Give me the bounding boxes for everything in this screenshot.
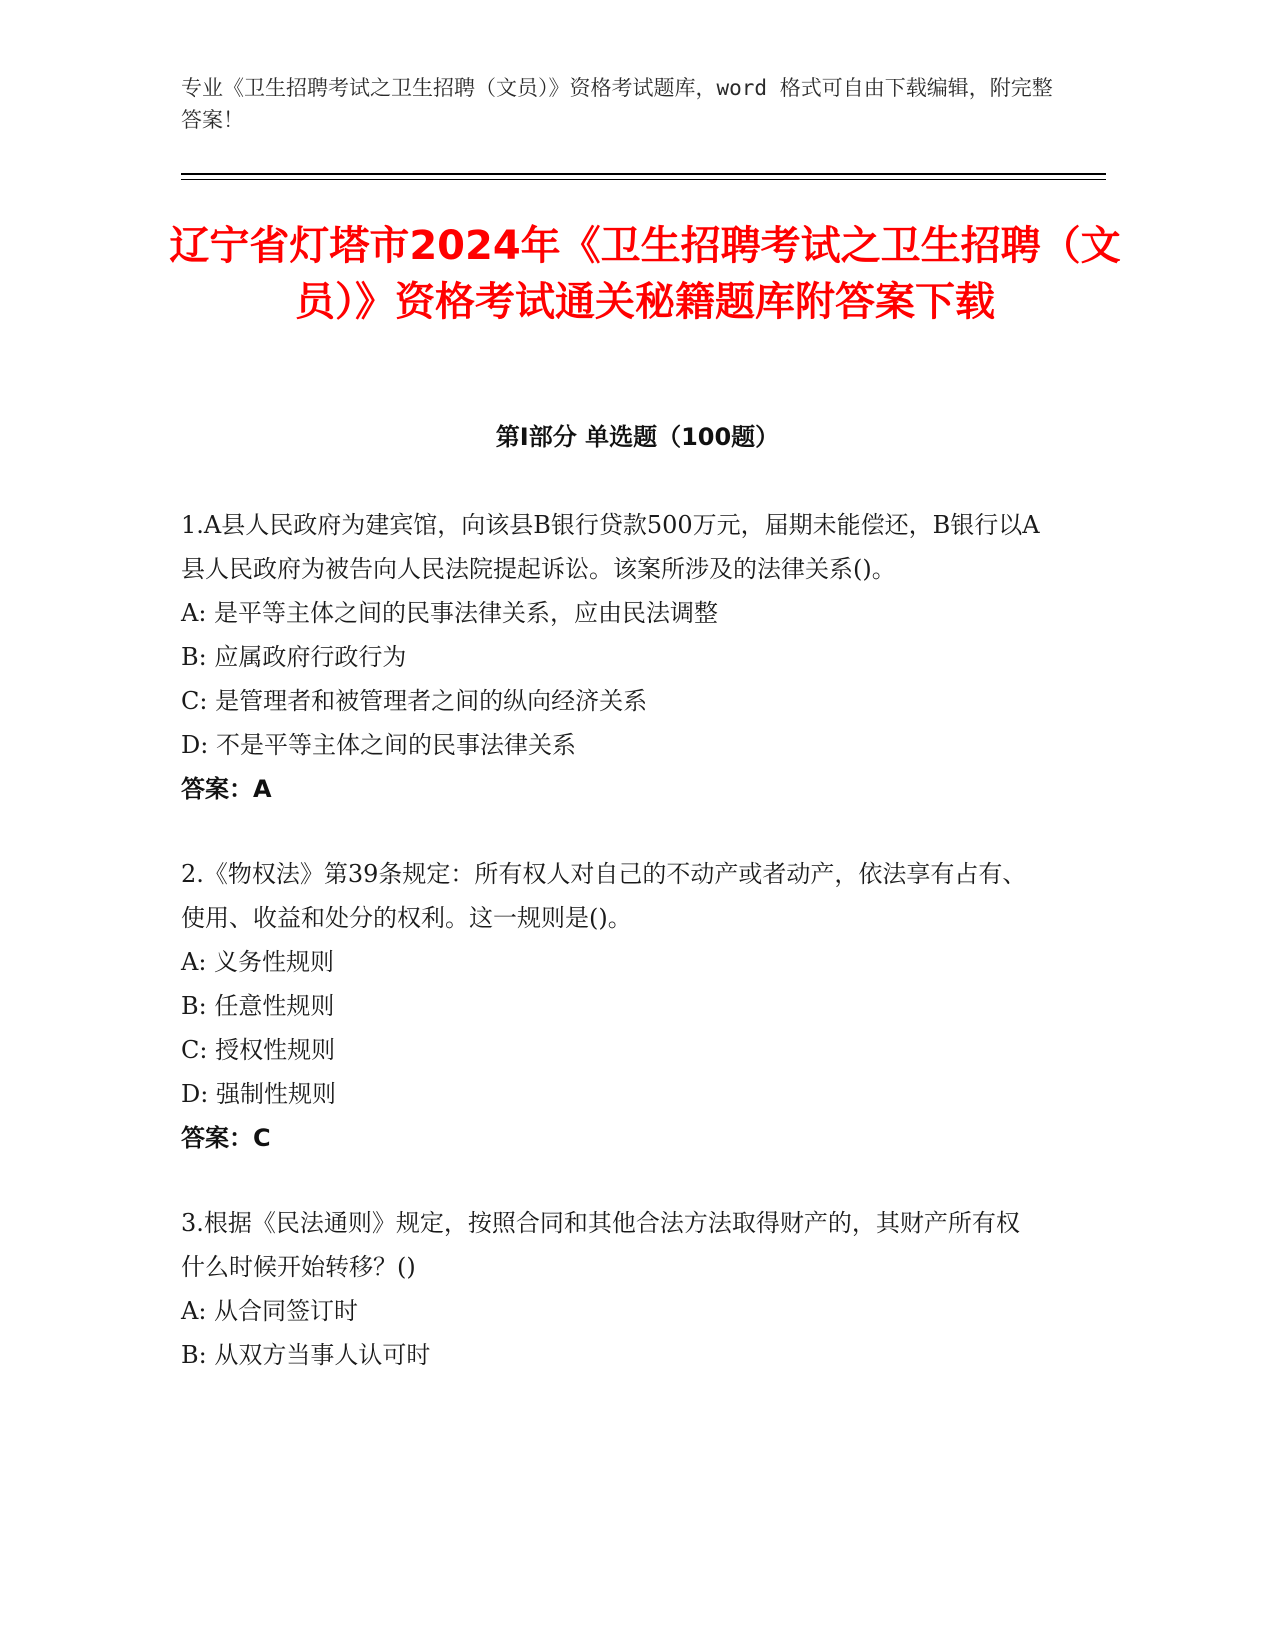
option-c: C: 是管理者和被管理者之间的纵向经济关系 (181, 687, 648, 715)
section-heading: 第I部分 单选题（100题） (495, 423, 780, 451)
option-c: C: 授权性规则 (181, 1036, 336, 1064)
option-b: B: 从双方当事人认可时 (181, 1341, 431, 1369)
question-list (181, 503, 1041, 1418)
question-text: 3.根据《民法通则》规定，按照合同和其他合法方法取得财产的，其财产所有权什么时候开始转移？() (181, 1209, 1020, 1281)
option-a: A: 是平等主体之间的民事法律关系，应由民法调整 (181, 599, 719, 627)
option-b: B: 应属政府行政行为 (181, 643, 407, 671)
question-3 (181, 1201, 1041, 1377)
answer: 答案：C (181, 1124, 271, 1152)
document-title: 辽宁省灯塔市2024年《卫生招聘考试之卫生招聘（文员）》资格考试通关秘籍题库附答案下载 (169, 223, 1121, 325)
option-b: B: 任意性规则 (181, 992, 335, 1020)
question-text: 2.《物权法》第39条规定：所有权人对自己的不动产或者动产，依法享有占有、使用、收益和处分的权利。这一规则是()。 (181, 860, 1027, 932)
header-divider-thin (181, 179, 1106, 180)
header-divider-thick (181, 173, 1106, 175)
question-text: 1.A县人民政府为建宾馆，向该县B银行贷款500万元，届期未能偿还，B银行以A县人民政府为被告向人民法院提起诉讼。该案所涉及的法律关系()。 (181, 511, 1040, 583)
option-d: D: 强制性规则 (181, 1080, 336, 1108)
header-note: 专业《卫生招聘考试之卫生招聘（文员）》资格考试题库，word 格式可自由下载编辑，附完整答案！ (181, 76, 1053, 132)
option-a: A: 义务性规则 (181, 948, 335, 976)
option-a: A: 从合同签订时 (181, 1297, 359, 1325)
option-d: D: 不是平等主体之间的民事法律关系 (181, 731, 576, 759)
question-2 (181, 852, 1041, 1160)
answer: 答案：A (181, 775, 272, 803)
question-1 (181, 503, 1041, 811)
